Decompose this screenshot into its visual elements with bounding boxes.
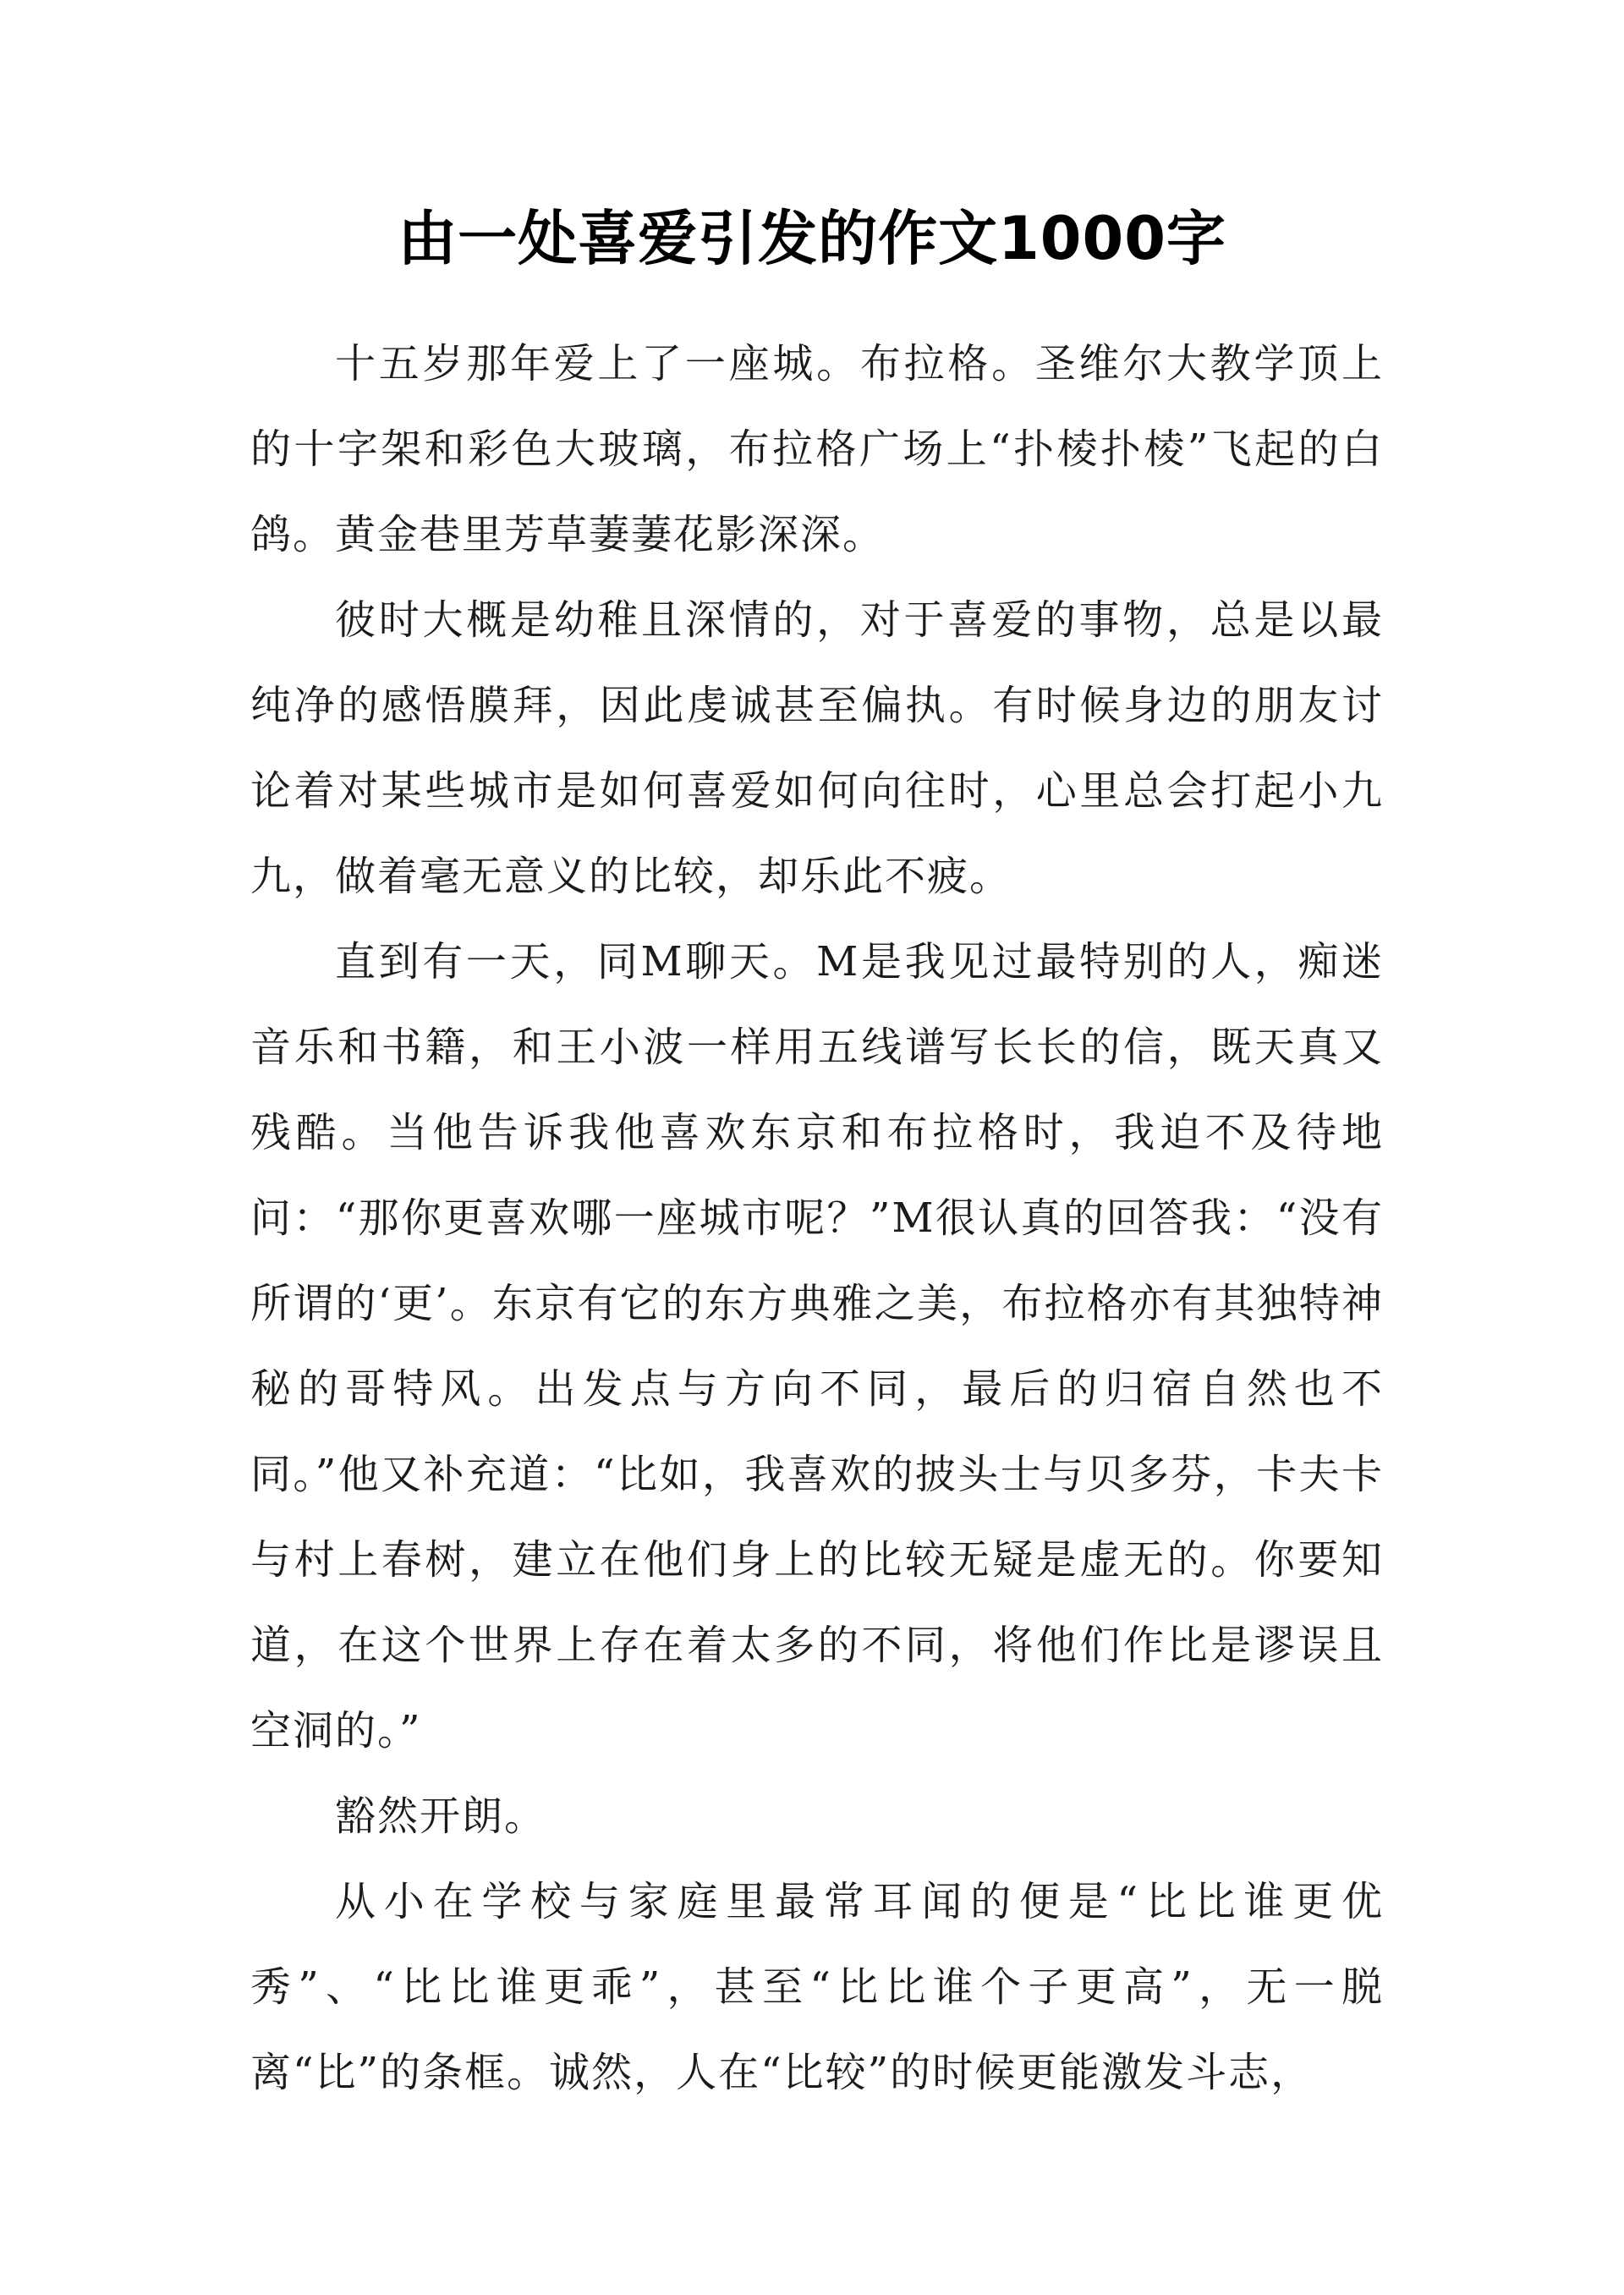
paragraph: 十五岁那年爱上了一座城。布拉格。圣维尔大教学顶上的十字架和彩色大玻璃，布拉格广场上“扑棱扑棱”飞起的白鸽。黄金巷里芳草萋萋花影深深。 [250, 340, 1384, 558]
paragraph: 直到有一天，同M聊天。M是我见过最特别的人，痴迷音乐和书籍，和王小波一样用五线谱写长长的信，既天真又残酷。当他告诉我他喜欢东京和布拉格时，我迫不及待地问：“那你更喜欢哪一座城市呢？”M很认真的回答我：“没有所谓的‘更’。东京有它的东方典雅之美，布拉格亦有其独特神秘的哥特风。出发点与方向不同，最后的归宿自然也不同。”他又补充道：“比如，我喜欢的披头士与贝多芬，卡夫卡与村上春树，建立在他们身上的比较无疑是虚无的。你要知道，在这个世界上存在着太多的不同，将他们作比是谬误且空洞的。” [250, 938, 1384, 1754]
paragraph: 彼时大概是幼稚且深情的，对于喜爱的事物，总是以最纯净的感悟膜拜，因此虔诚甚至偏执。有时候身边的朋友讨论着对某些城市是如何喜爱如何向往时，心里总会打起小九九，做着毫无意义的比较，却乐此不疲。 [250, 596, 1384, 900]
page-title: 由一处喜爱引发的作文1000字 [398, 204, 1226, 273]
paragraph: 豁然开朗。 [335, 1793, 547, 1840]
essay-body [250, 321, 1384, 2116]
paragraph: 从小在学校与家庭里最常耳闻的便是“比比谁更优秀”、“比比谁更乖”，甚至“比比谁个子更高”，无一脱离“比”的条框。诚然，人在“比较”的时候更能激发斗志， [250, 1878, 1384, 2096]
